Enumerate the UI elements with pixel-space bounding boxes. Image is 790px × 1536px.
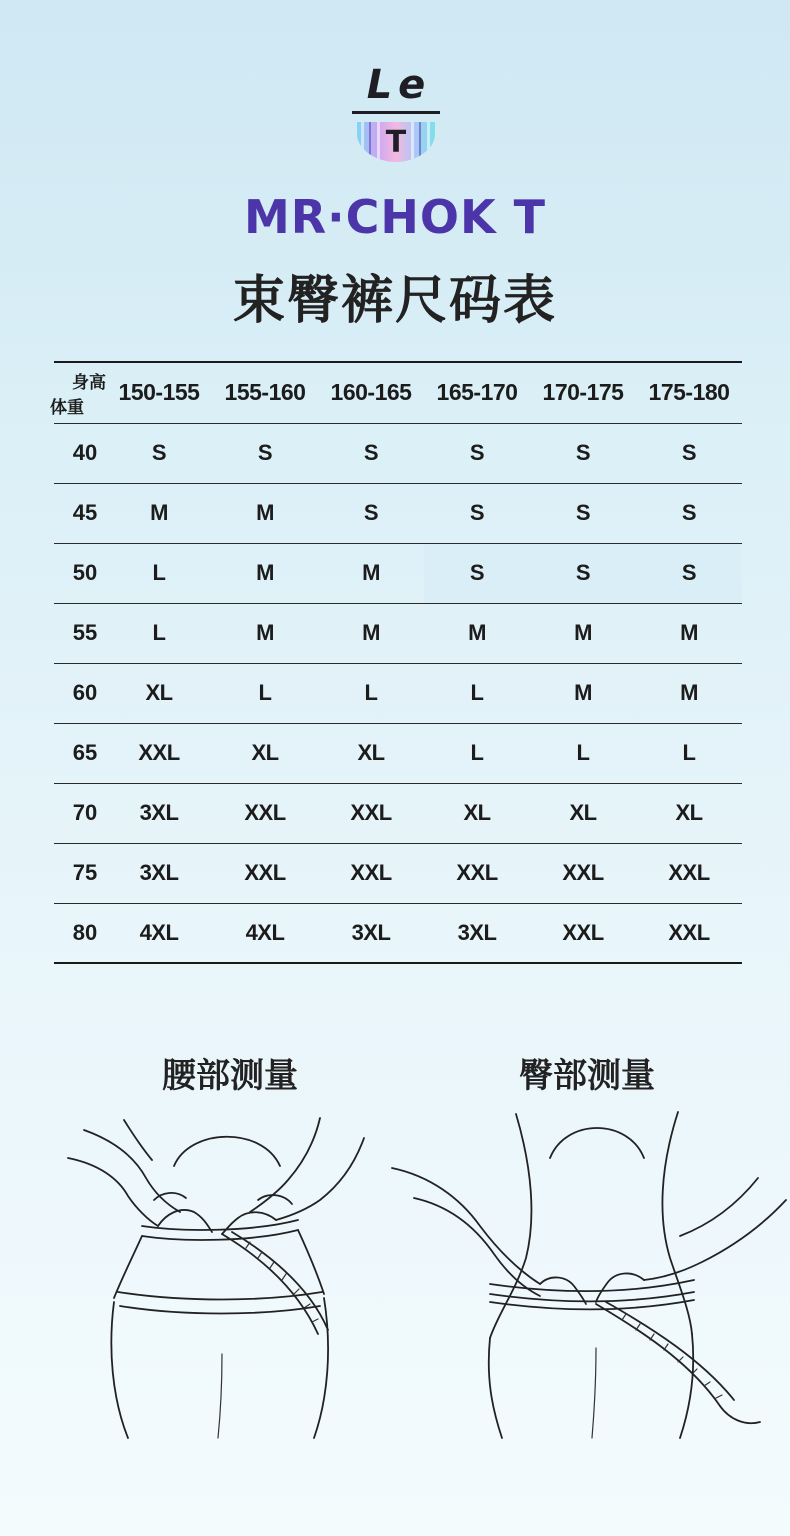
height-column-header: 165-170 bbox=[424, 362, 530, 423]
size-cell: S bbox=[636, 543, 742, 603]
size-cell: 3XL bbox=[106, 783, 212, 843]
size-cell: L bbox=[636, 723, 742, 783]
size-cell: XXL bbox=[530, 903, 636, 963]
height-column-header: 155-160 bbox=[212, 362, 318, 423]
logo-divider bbox=[352, 111, 440, 114]
logo-holographic-badge bbox=[355, 120, 437, 164]
size-cell: XXL bbox=[318, 783, 424, 843]
weight-cell: 50 bbox=[54, 543, 106, 603]
weight-cell: 45 bbox=[54, 483, 106, 543]
size-cell: M bbox=[106, 483, 212, 543]
height-column-header: 170-175 bbox=[530, 362, 636, 423]
logo-letter: T bbox=[385, 125, 407, 160]
size-cell: S bbox=[318, 483, 424, 543]
size-cell: S bbox=[424, 483, 530, 543]
table-row bbox=[54, 423, 742, 483]
size-cell: M bbox=[530, 603, 636, 663]
hip-measurement-label: 臀部测量 bbox=[519, 1056, 655, 1096]
table-row bbox=[54, 783, 742, 843]
weight-cell: 40 bbox=[54, 423, 106, 483]
size-cell: XL bbox=[424, 783, 530, 843]
size-cell: S bbox=[530, 483, 636, 543]
table-corner-cell bbox=[50, 362, 106, 423]
size-cell: L bbox=[424, 663, 530, 723]
size-cell: S bbox=[636, 423, 742, 483]
size-cell: XXL bbox=[318, 843, 424, 903]
size-cell: XL bbox=[318, 723, 424, 783]
size-cell: S bbox=[636, 483, 742, 543]
size-cell: XXL bbox=[636, 903, 742, 963]
size-chart-table bbox=[50, 361, 742, 964]
size-cell: XL bbox=[530, 783, 636, 843]
size-cell: XXL bbox=[212, 783, 318, 843]
size-cell: XL bbox=[636, 783, 742, 843]
table-row bbox=[54, 483, 742, 543]
hip-measurement-illustration bbox=[390, 1108, 790, 1448]
weight-cell: 70 bbox=[54, 783, 106, 843]
size-cell: M bbox=[636, 663, 742, 723]
size-cell: XXL bbox=[212, 843, 318, 903]
size-cell: M bbox=[212, 543, 318, 603]
logo-wordmark: Le bbox=[366, 62, 432, 108]
size-cell: M bbox=[424, 603, 530, 663]
table-row bbox=[54, 543, 742, 603]
weight-cell: 80 bbox=[54, 903, 106, 963]
size-cell: L bbox=[106, 543, 212, 603]
weight-cell: 65 bbox=[54, 723, 106, 783]
size-cell: S bbox=[424, 423, 530, 483]
size-cell: M bbox=[212, 603, 318, 663]
height-column-header: 160-165 bbox=[318, 362, 424, 423]
size-cell: M bbox=[212, 483, 318, 543]
size-cell: L bbox=[530, 723, 636, 783]
size-cell: M bbox=[636, 603, 742, 663]
size-cell: L bbox=[106, 603, 212, 663]
size-cell: M bbox=[318, 543, 424, 603]
size-cell: XXL bbox=[530, 843, 636, 903]
size-cell: L bbox=[318, 663, 424, 723]
size-cell: S bbox=[318, 423, 424, 483]
size-cell: S bbox=[530, 423, 636, 483]
size-cell: S bbox=[212, 423, 318, 483]
size-cell: 4XL bbox=[106, 903, 212, 963]
size-cell: S bbox=[106, 423, 212, 483]
size-cell: S bbox=[530, 543, 636, 603]
weight-cell: 75 bbox=[54, 843, 106, 903]
size-cell: XXL bbox=[106, 723, 212, 783]
size-cell: 3XL bbox=[424, 903, 530, 963]
size-cell: XL bbox=[212, 723, 318, 783]
size-cell: 3XL bbox=[318, 903, 424, 963]
weight-cell: 55 bbox=[54, 603, 106, 663]
size-cell: 3XL bbox=[106, 843, 212, 903]
height-column-header: 150-155 bbox=[106, 362, 212, 423]
brand-name: MR·CHOK T bbox=[243, 190, 547, 244]
size-cell: L bbox=[424, 723, 530, 783]
waist-measurement-illustration bbox=[62, 1108, 402, 1448]
brand-logo bbox=[0, 58, 790, 170]
waist-measurement-label: 腰部测量 bbox=[162, 1056, 298, 1096]
weight-axis-label: 体重 bbox=[50, 397, 84, 417]
size-cell: 4XL bbox=[212, 903, 318, 963]
table-row bbox=[54, 843, 742, 903]
table-header-row bbox=[54, 362, 742, 423]
size-cell: XXL bbox=[636, 843, 742, 903]
size-cell: M bbox=[318, 603, 424, 663]
height-axis-label: 身高 bbox=[72, 373, 106, 392]
page-title: 束臀裤尺码表 bbox=[232, 271, 557, 331]
size-cell: L bbox=[212, 663, 318, 723]
size-cell: XXL bbox=[424, 843, 530, 903]
table-row bbox=[54, 723, 742, 783]
table-row bbox=[54, 903, 742, 963]
size-cell: XL bbox=[106, 663, 212, 723]
height-column-header: 175-180 bbox=[636, 362, 742, 423]
size-cell: S bbox=[424, 543, 530, 603]
weight-cell: 60 bbox=[54, 663, 106, 723]
table-row bbox=[54, 663, 742, 723]
table-row bbox=[54, 603, 742, 663]
size-cell: M bbox=[530, 663, 636, 723]
